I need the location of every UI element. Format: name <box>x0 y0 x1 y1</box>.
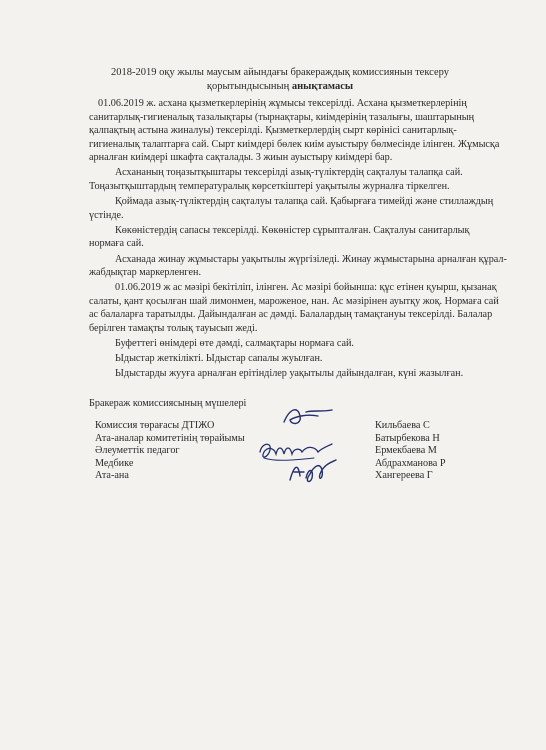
commission-heading: Бракераж комиссиясының мүшелері <box>89 398 247 409</box>
signature-1 <box>278 404 338 430</box>
document-body <box>89 97 507 382</box>
member-name: Кильбаева С <box>375 420 430 431</box>
member-role: Ата-ана <box>95 470 129 482</box>
paragraph-4: Көкөністердің сапасы тексерілді. Көкөністер сұрыпталған. Сақталуы санитарлық нормаға сай. <box>89 224 470 250</box>
member-role: Медбике <box>95 457 134 469</box>
title-line-1: 2018-2019 оқу жылы маусым айындағы бракераждық комиссиянын тексеру <box>111 67 449 78</box>
member-name: Абдрахманова Р <box>375 457 446 469</box>
paragraph-9: Ыдыстарды жууға арналған ерітінділер уақытылы дайындалған, күні жазылған. <box>115 368 464 380</box>
member-role: Комиссия төрағасы ДТІЖО <box>95 420 215 431</box>
member-name: Ермекбаева М <box>375 445 437 457</box>
document-title <box>60 66 500 94</box>
paragraph-2: Асхананың тоңазытқыштары тексерілді азық-түліктердің сақталуы талапқа сай. Тоңазытқыштардың температуралық көрсеткіштері уақытылы журналға тіркелген. <box>89 167 463 193</box>
paragraph-1: 01.06.2019 ж. асхана қызметкерлерінің жұмысы тексерілді. Асхана қызметкерлерінің санитарлық-гигиеналық тазалықтары (тырнақтары, киімдерінің тазалығы, шаштарының қалпақтың астына жиналуы) тексерілді. Қызметкерлердің сырт көрінісі санитарлық-гигиеналық талаптарға сай. Сырт киімдері бөлек киім ауыстыру бөлмесінде ілінген. Жұмысқа арналған киімдері шкафта сақталады. 3 жиын ауыстыру киімдері бар. <box>89 98 500 164</box>
paragraph-5: Асханада жинау жұмыстары уақытылы жүргізіледі. Жинау жұмыстарына арналған құрал-жабдықтар маркерленген. <box>89 253 507 279</box>
paragraph-6: 01.06.2019 ж ас мәзірі бекітіліп, ілінген. Ас мәзірі бойынша: құс етінен қуырш, қызанақ салаты, қант қосылған шай лимонмен, мароженое, нан. Ас мәзірінен ауытқу жоқ. Нормаға сай ас балаларға таратылды. Дайындалған ас дәмді. Балалардың тамақтануы тексерілді. Балалар берілген тамақты толық тауысып жеді. <box>89 282 499 334</box>
paragraph-7: Буфеттегі өнімдері өте дәмді, салмақтары нормаға сай. <box>115 338 354 350</box>
title-line-2-bold: анықтамасы <box>291 81 354 92</box>
title-line-2-text: қорытындысының <box>206 81 292 92</box>
member-role: Әлеуметтік педагог <box>95 445 180 457</box>
member-name: Батырбекова Н <box>375 432 440 444</box>
member-role: Ата-аналар комитетінің төрайымы <box>95 432 245 444</box>
paragraph-3: Қоймада азық-түліктердің сақталуы талапқа сай. Қабырғаға тимейді және стиллаждың үстінде. <box>89 196 494 221</box>
signature-3 <box>284 456 344 486</box>
member-name: Хангереева Г <box>375 470 433 482</box>
title-line-2 <box>60 80 500 94</box>
paragraph-8: Ыдыстар жеткілікті. Ыдыстар сапалы жуылған. <box>115 353 323 365</box>
